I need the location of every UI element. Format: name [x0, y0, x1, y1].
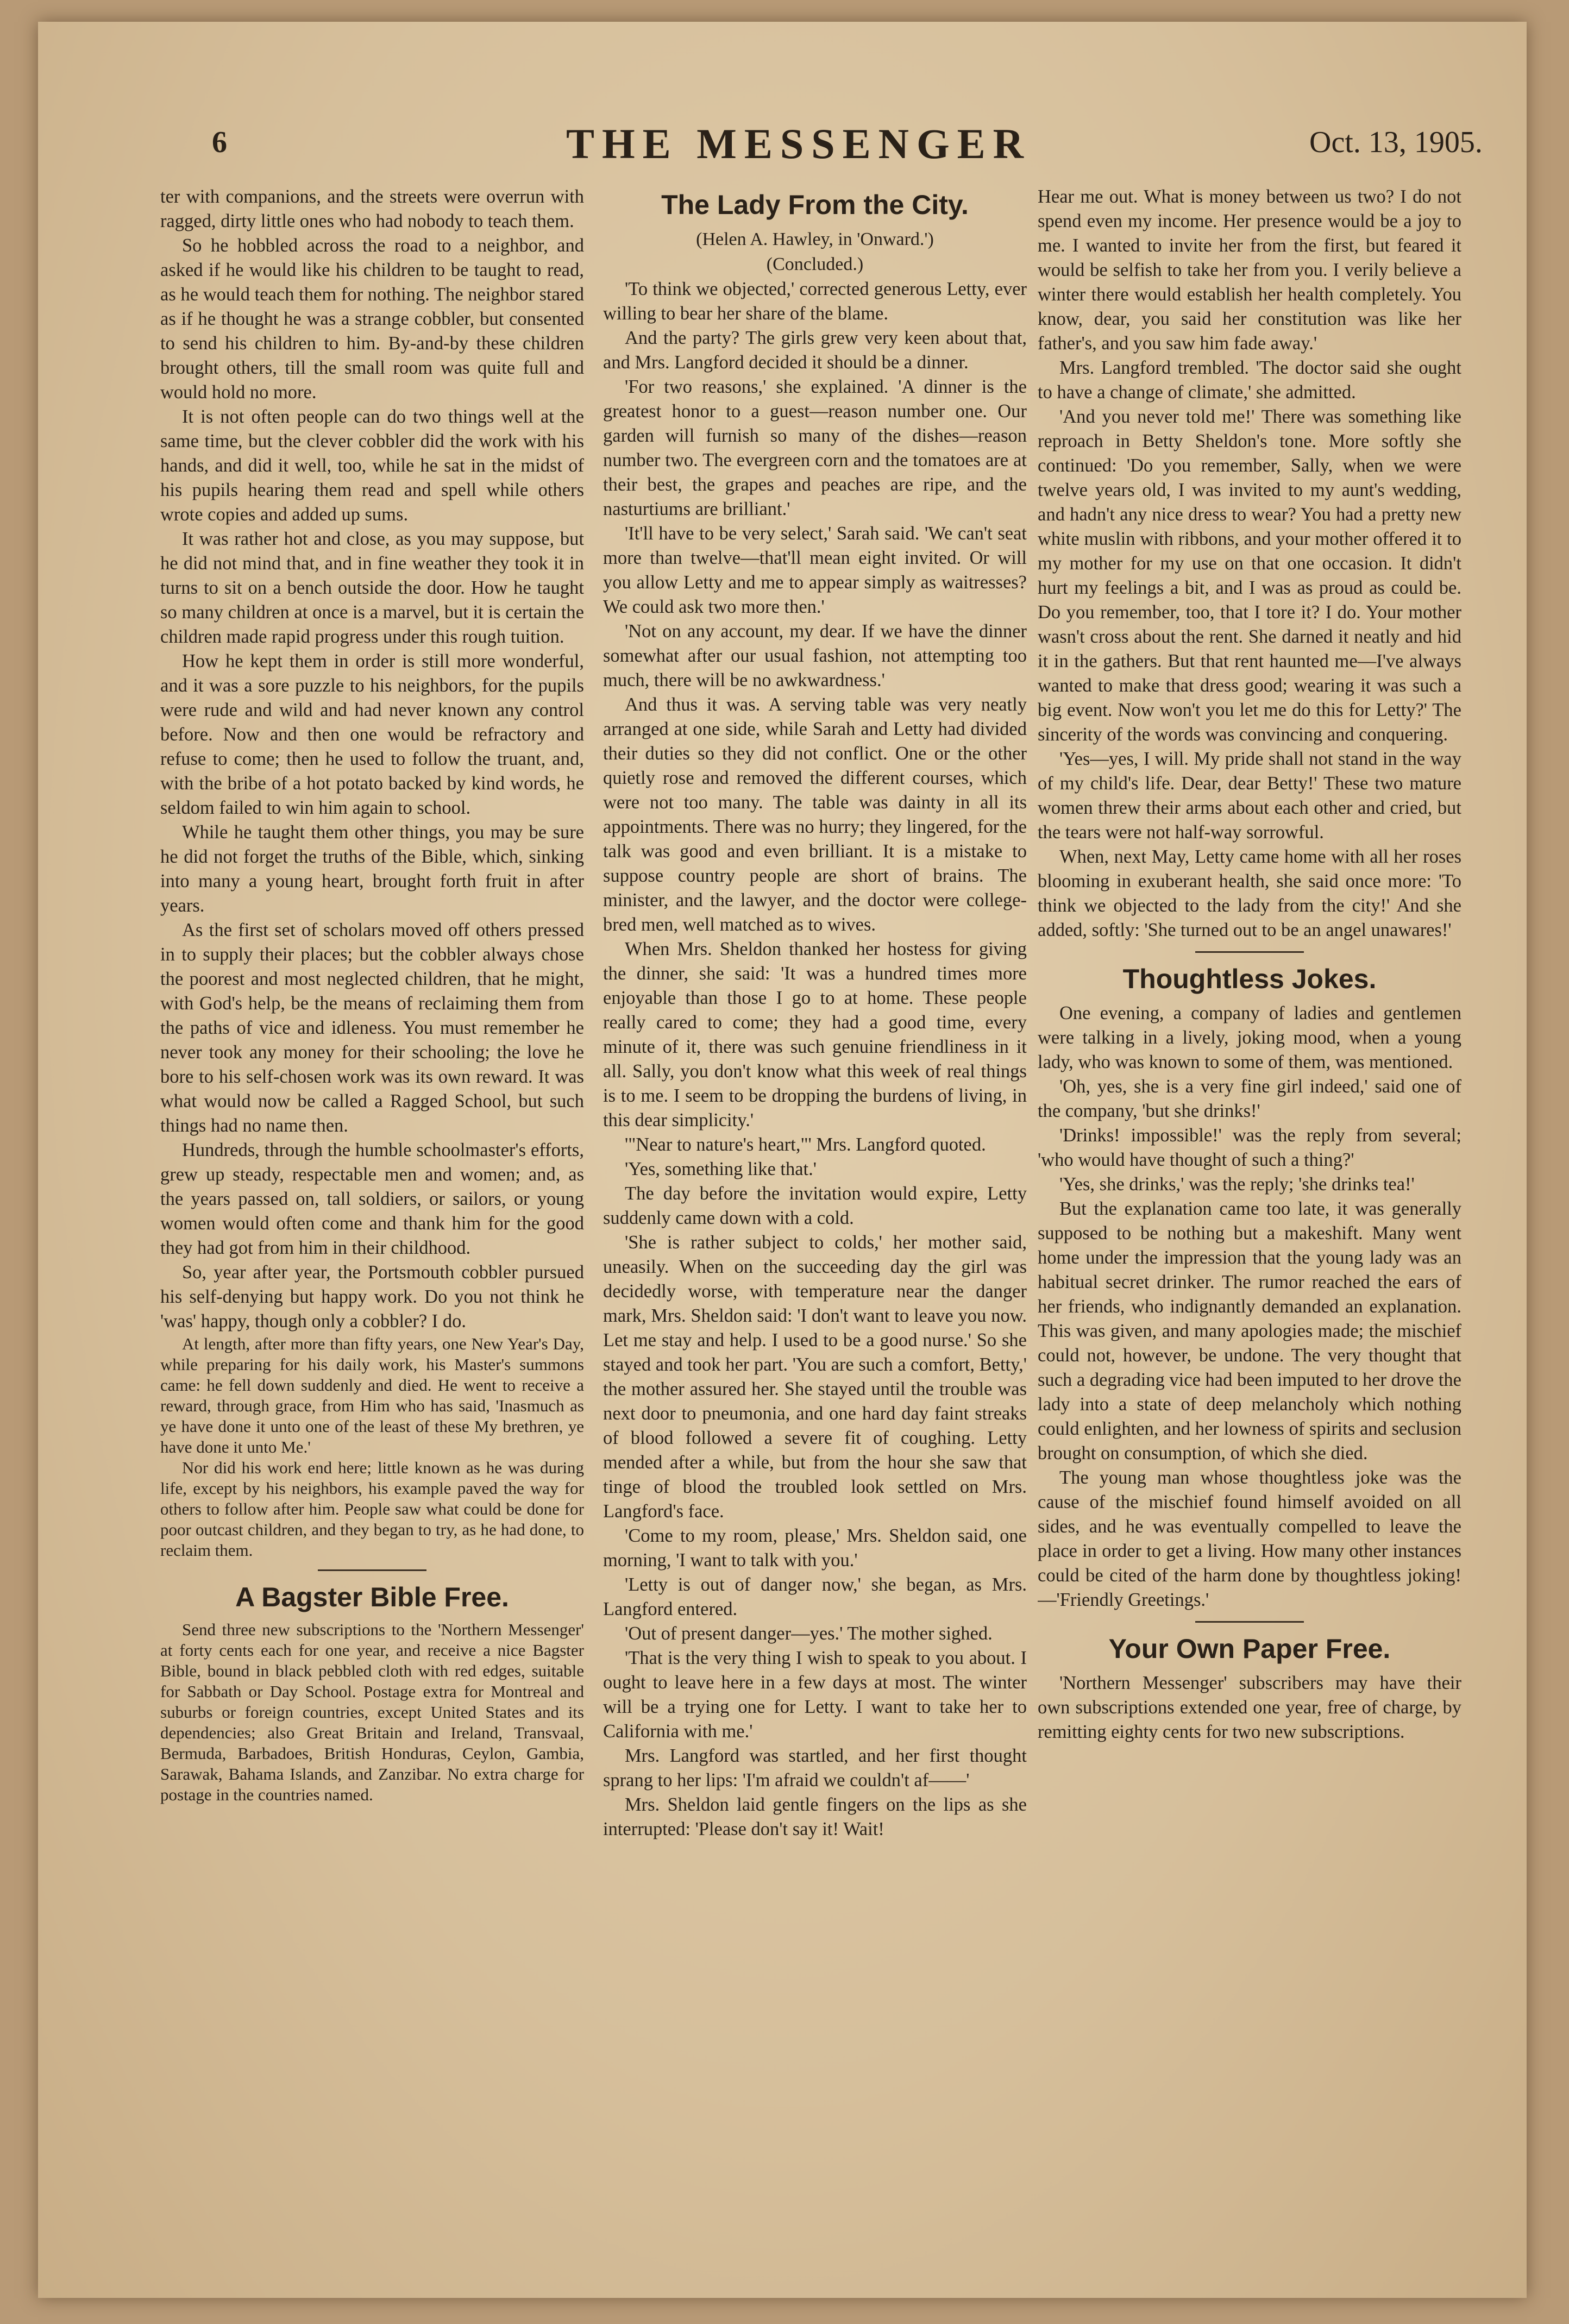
- paragraph: Nor did his work end here; little known as he was during life, except by his neighbors, his example paved the way for others to follow after him. People saw what could be done for poor outcast children, and they began to try, as he had done, to reclaim them.: [160, 1458, 584, 1560]
- column-1: [160, 185, 584, 2206]
- paragraph: Hear me out. What is money between us two? I do not spend even my income. Her presence would be a joy to me. I wanted to invite her from the first, but feared it would be selfish to take her from you. I verily believe a winter there would establish her health completely. You know, dear, you said her constitution was like her father's, and you saw him fade away.': [1038, 186, 1461, 354]
- paragraph: Mrs. Langford trembled. 'The doctor said she ought to have a change of climate,' she admitted.: [1038, 357, 1461, 403]
- paragraph: ter with companions, and the streets were overrun with ragged, dirty little ones who had nobody to teach them.: [160, 186, 584, 231]
- column-3: [1038, 185, 1461, 2206]
- newspaper-page: [38, 22, 1527, 2298]
- paragraph: 'Yes, she drinks,' was the reply; 'she drinks tea!': [1059, 1174, 1415, 1195]
- paragraph: It is not often people can do two things well at the same time, but the clever cobbler did the work with his hands, and did it well, too, while he sat in the midst of his pupils hearing them read and spell while others wrote copies and added up sums.: [160, 406, 584, 525]
- paragraph: 'She is rather subject to colds,' her mother said, uneasily. When on the succeeding day the girl was decidedly worse, with temperature near the danger mark, Mrs. Sheldon said: 'I don't want to leave you now. Let me stay and help. I used to be a good nurse.' So she stayed and took her part. 'You are such a comfort, Betty,' the mother assured her. She stayed until the trouble was next door to pneumonia, and one hard day faint streaks of blood followed a severe fit of coughing. Letty mended after a while, but from the hour she saw that tinge of blood the troubled look settled on Mrs. Langford's face.: [603, 1232, 1027, 1522]
- paragraph: As the first set of scholars moved off others pressed in to supply their places; but the cobbler always chose the poorest and most neglected children, that he might, with God's help, be the means of reclaiming them from the paths of vice and idleness. You must remember he never took any money for their schooling; the love he bore to his self-chosen work was its own reward. It was what would now be called a Ragged School, but such things had no name then.: [160, 920, 584, 1136]
- own-paper-text: 'Northern Messenger' subscribers may have their own subscriptions extended one year, free of charge, by remitting eighty cents for two new subscriptions.: [1038, 1673, 1461, 1742]
- own-paper-heading: Your Own Paper Free.: [1108, 1634, 1391, 1664]
- paragraph: The young man whose thoughtless joke was the cause of the mischief found himself avoided on all sides, and he was eventually compelled to leave the place in order to get a living. How many other instances could be cited of the harm done by thoughtless joking!—'Friendly Greetings.': [1038, 1467, 1461, 1610]
- bagster-bible-heading: A Bagster Bible Free.: [235, 1582, 509, 1612]
- paragraph: When Mrs. Sheldon thanked her hostess for giving the dinner, she said: 'It was a hundred times more enjoyable than those I go to at home. These people really cared to come; they had a good time, every minute of it, there was such genuine friendliness in it all. Sally, you don't know what this week of real things is to me. I seem to be dropping the burdens of living, in this dear simplicity.': [603, 939, 1027, 1130]
- issue-date: Oct. 13, 1905.: [1309, 125, 1483, 159]
- paragraph: So, year after year, the Portsmouth cobbler pursued his self-denying but happy work. Do you not think he 'was' happy, though only a cobbler? I do.: [160, 1262, 584, 1331]
- column-2: [603, 185, 1027, 2206]
- bagster-bible-text: Send three new subscriptions to the 'Northern Messenger' at forty cents each for one year, and receive a nice Bagster Bible, bound in black pebbled cloth with red edges, suitable for Sabbath or Day School. Postage extra for Montreal and suburbs or foreign countries, except United States and its dependencies; also Great Britain and Ireland, Transvaal, Bermuda, Barbadoes, British Honduras, Ceylon, Gambia, Sarawak, Bahama Islands, and Zanzibar. No extra charge for postage in the countries named.: [160, 1620, 584, 1804]
- paragraph: 'Letty is out of danger now,' she began, as Mrs. Langford entered.: [603, 1574, 1027, 1619]
- paragraph: And thus it was. A serving table was very neatly arranged at one side, while Sarah and Letty had divided their duties so they did not conflict. One or the other quietly rose and removed the different courses, which were not too many. The table was dainty in all its appointments. There was no hurry; they lingered, for the talk was good and even brilliant. It is a mistake to suppose country people are short of brains. The minister, and the lawyer, and the doctor were college-bred men, well matched as to wives.: [603, 694, 1027, 935]
- paragraph: The day before the invitation would expire, Letty suddenly came down with a cold.: [603, 1183, 1027, 1228]
- paragraph: 'Drinks! impossible!' was the reply from several; 'who would have thought of such a thing?': [1038, 1125, 1461, 1170]
- paragraph: One evening, a company of ladies and gentlemen were talking in a lively, joking mood, when a young lady, who was known to some of them, was mentioned.: [1038, 1003, 1461, 1072]
- paragraph: When, next May, Letty came home with all her roses blooming in exuberant health, she said once more: 'To think we objected to the lady from the city!' And she added, softly: 'She turned out to be an angel unawares!': [1038, 846, 1461, 940]
- paragraph: And the party? The girls grew very keen about that, and Mrs. Langford decided it should be a dinner.: [603, 328, 1027, 373]
- paragraph: While he taught them other things, you may be sure he did not forget the truths of the Bible, which, sinking into many a young heart, brought forth fruit in after years.: [160, 822, 584, 916]
- paragraph: 'Not on any account, my dear. If we have the dinner somewhat after our usual fashion, not attempting too much, there will be no awkwardness.': [603, 621, 1027, 690]
- paragraph: 'Oh, yes, she is a very fine girl indeed,' said one of the company, 'but she drinks!': [1038, 1076, 1461, 1121]
- paragraph: 'For two reasons,' she explained. 'A dinner is the greatest honor to a guest—reason number one. Our garden will furnish so many of the dishes—reason number two. The evergreen corn and the tomatoes are at their best, the grapes and peaches are ripe, and the nasturtiums are brilliant.': [603, 376, 1027, 519]
- newspaper-title: THE MESSENGER: [566, 120, 1031, 167]
- paragraph: Mrs. Sheldon laid gentle fingers on the lips as she interrupted: 'Please don't say it! Wait!: [603, 1794, 1027, 1839]
- paragraph: At length, after more than fifty years, one New Year's Day, while preparing for his daily work, his Master's summons came: he fell down suddenly and died. He went to receive a reward, through grace, from Him who has said, 'Inasmuch as ye have done it unto one of the least of these My brethren, ye have done it unto Me.': [160, 1334, 584, 1456]
- page-number: 6: [212, 125, 227, 159]
- masthead: [38, 103, 1527, 190]
- paragraph: It was rather hot and close, as you may suppose, but he did not mind that, and in fine weather they took it in turns to sit on a bench outside the door. How he taught so many children at once is a marvel, but it is certain the children made rapid progress under this rough tuition.: [160, 529, 584, 647]
- paragraph: Hundreds, through the humble schoolmaster's efforts, grew up steady, respectable men and women; and, as the years passed on, tall soldiers, or sailors, or young women would often come and thank him for the good they had got from him in their childhood.: [160, 1140, 584, 1258]
- paragraph: 'Yes—yes, I will. My pride shall not stand in the way of my child's life. Dear, dear Betty!' These two mature women threw their arms about each other and cried, but the tears were not half-way sorrowful.: [1038, 749, 1461, 843]
- paragraph: Mrs. Langford was startled, and her first thought sprang to her lips: 'I'm afraid we couldn't af——': [603, 1745, 1027, 1791]
- paragraph: 'To think we objected,' corrected generous Letty, ever willing to bear her share of the blame.: [603, 279, 1027, 324]
- section-divider: [1038, 1612, 1461, 1629]
- paragraph: But the explanation came too late, it was generally supposed to be nothing but a makeshift. Many went home under the impression that the young lady was an habitual secret drinker. The rumor reached the ears of her friends, who indignantly demanded an explanation. This was given, and many apologies made; the mischief could not, however, be undone. The very thought that such a degrading vice had been imputed to her drove the lady into a state of deep melancholy which nothing could enlighten, and her lowness of spirits and seclusion brought on consumption, of which she died.: [1038, 1198, 1461, 1464]
- paragraph: 'Out of present danger—yes.' The mother sighed.: [625, 1623, 993, 1644]
- paragraph: 'That is the very thing I wish to speak to you about. I ought to leave here in a few days at most. The winter will be a trying one for Letty. I want to take her to California with me.': [603, 1648, 1027, 1742]
- paragraph: 'And you never told me!' There was something like reproach in Betty Sheldon's tone. More softly she continued: 'Do you remember, Sally, when we were twelve years old, I was invited to my aunt's wedding, and hadn't any nice dress to wear? You had a pretty new white muslin with ribbons, and your mother offered it to my mother for my use on that one occasion. It didn't hurt my feelings a bit, and I was as proud as could be. Do you remember, too, that I tore it? I do. Your mother wasn't cross about the rent. She darned it neatly and hid it in the gathers. But that rent haunted me—I've always wanted to make that dress good; wearing it was such a big event. Now won't you let me do this for Letty?' The sincerity of the words was convincing and conquering.: [1038, 406, 1461, 745]
- paragraph: '"Near to nature's heart,"' Mrs. Langford quoted.: [625, 1134, 986, 1155]
- paragraph: 'Come to my room, please,' Mrs. Sheldon said, one morning, 'I want to talk with you.': [603, 1525, 1027, 1571]
- story-concluded: (Concluded.): [766, 254, 864, 274]
- section-divider: [160, 1561, 584, 1577]
- paragraph: How he kept them in order is still more wonderful, and it was a sore puzzle to his neighbors, for the pupils were rude and wild and had never known any control before. Now and then one would be refractory and refuse to come; then he used to follow the truant, and, with the bribe of a hot potato backed by kind words, he seldom failed to win him again to school.: [160, 651, 584, 818]
- paragraph: 'Yes, something like that.': [625, 1159, 817, 1179]
- story-title: The Lady From the City.: [661, 190, 969, 220]
- paragraph: So he hobbled across the road to a neighbor, and asked if he would like his children to be taught to read, as he would teach them for nothing. The neighbor stared as if he thought he was a strange cobbler, but consented to send his children to him. By-and-by these children brought others, till the small room was quite full and would hold no more.: [160, 235, 584, 403]
- jokes-heading: Thoughtless Jokes.: [1122, 964, 1377, 994]
- section-divider: [1038, 943, 1461, 959]
- paragraph: 'It'll have to be very select,' Sarah said. 'We can't seat more than twelve—that'll mean eight invited. Or will you allow Letty and me to appear simply as waitresses? We could ask two more then.': [603, 523, 1027, 617]
- story-byline: (Helen A. Hawley, in 'Onward.'): [696, 229, 934, 249]
